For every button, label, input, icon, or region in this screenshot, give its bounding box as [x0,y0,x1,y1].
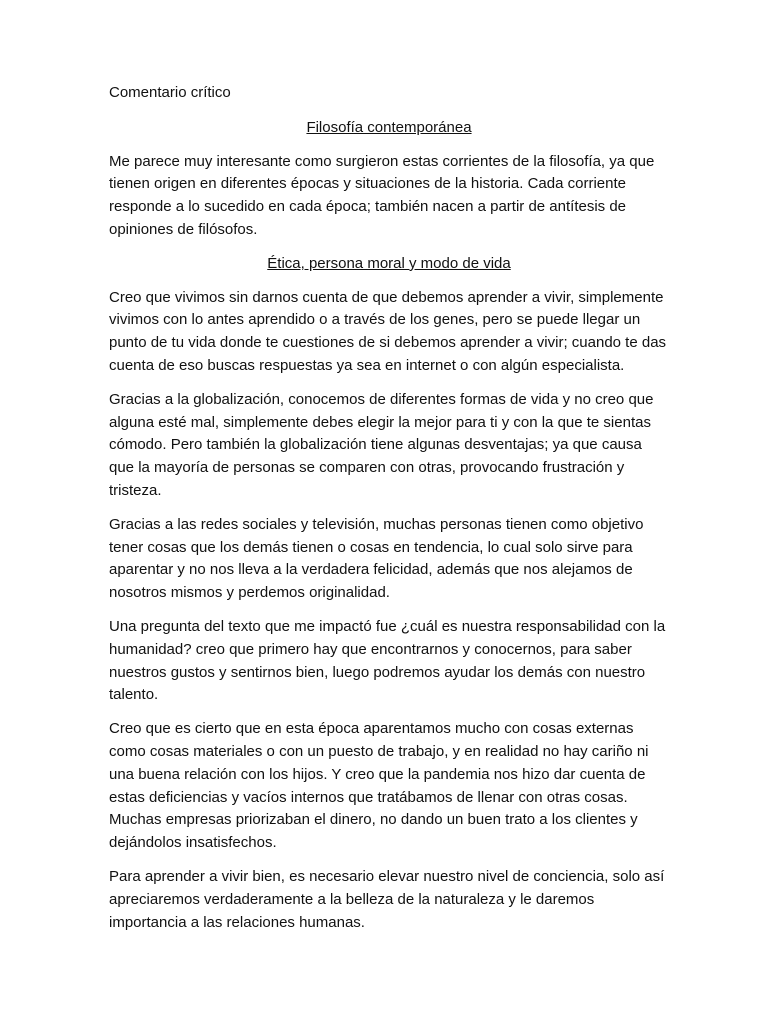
paragraph: Creo que es cierto que en esta época aparentamos mucho con cosas externas como cosas materiales o con un puesto de trabajo, y en realidad no hay cariño ni una buena relación con los hijos. Y creo que la pandemia nos hizo dar cuenta de estas deficiencias y vacíos internos que tratábamos de llenar con otras cosas. Muchas empresas priorizaban el dinero, no dando un buen trato a los clientes y dejándolos insatisfechos. [109,720,649,852]
section-heading-filosofia: Filosofía contemporánea [306,118,472,136]
paragraph: Gracias a las redes sociales y televisión, muchas personas tienen como objetivo tener cosas que los demás tienen o cosas en tendencia, lo cual solo sirve para aparentar y no nos lleva a la verdadera felicidad, además que nos alejamos de nosotros mismos y perdemos originalidad. [109,515,644,602]
paragraph: Para aprender a vivir bien, es necesario elevar nuestro nivel de conciencia, solo así apreciaremos verdaderamente a la belleza de la naturaleza y le daremos importancia a las relaciones humanas. [109,867,665,931]
document-body [109,82,669,945]
paragraph: Me parece muy interesante como surgieron estas corrientes de la filosofía, ya que tienen origen en diferentes épocas y situaciones de la historia. Cada corriente responde a lo sucedido en cada época; también nacen a partir de antítesis de opiniones de filósofos. [109,152,655,238]
paragraph: Creo que vivimos sin darnos cuenta de que debemos aprender a vivir, simplemente vivimos con lo antes aprendido o a través de los genes, pero se puede llegar un punto de tu vida donde te cuestiones de si debemos aprender a vivir; cuando te das cuenta de eso buscas respuestas ya sea en internet o con algún especialista. [109,288,667,374]
document-label: Comentario crítico [109,84,231,101]
paragraph: Una pregunta del texto que me impactó fue ¿cuál es nuestra responsabilidad con la humanidad? creo que primero hay que encontrarnos y conocernos, para saber nuestros gustos y sentirnos bien, luego podremos ayudar los demás con nuestro talento. [109,617,666,704]
section-heading-etica: Ética, persona moral y modo de vida [267,254,511,272]
paragraph: Gracias a la globalización, conocemos de diferentes formas de vida y no creo que alguna esté mal, simplemente debes elegir la mejor para ti y con la que te sientas cómodo. Pero también la globalización tiene algunas desventajas; ya que causa que la mayoría de personas se comparen con otras, provocando frustración y tristeza. [109,390,654,499]
